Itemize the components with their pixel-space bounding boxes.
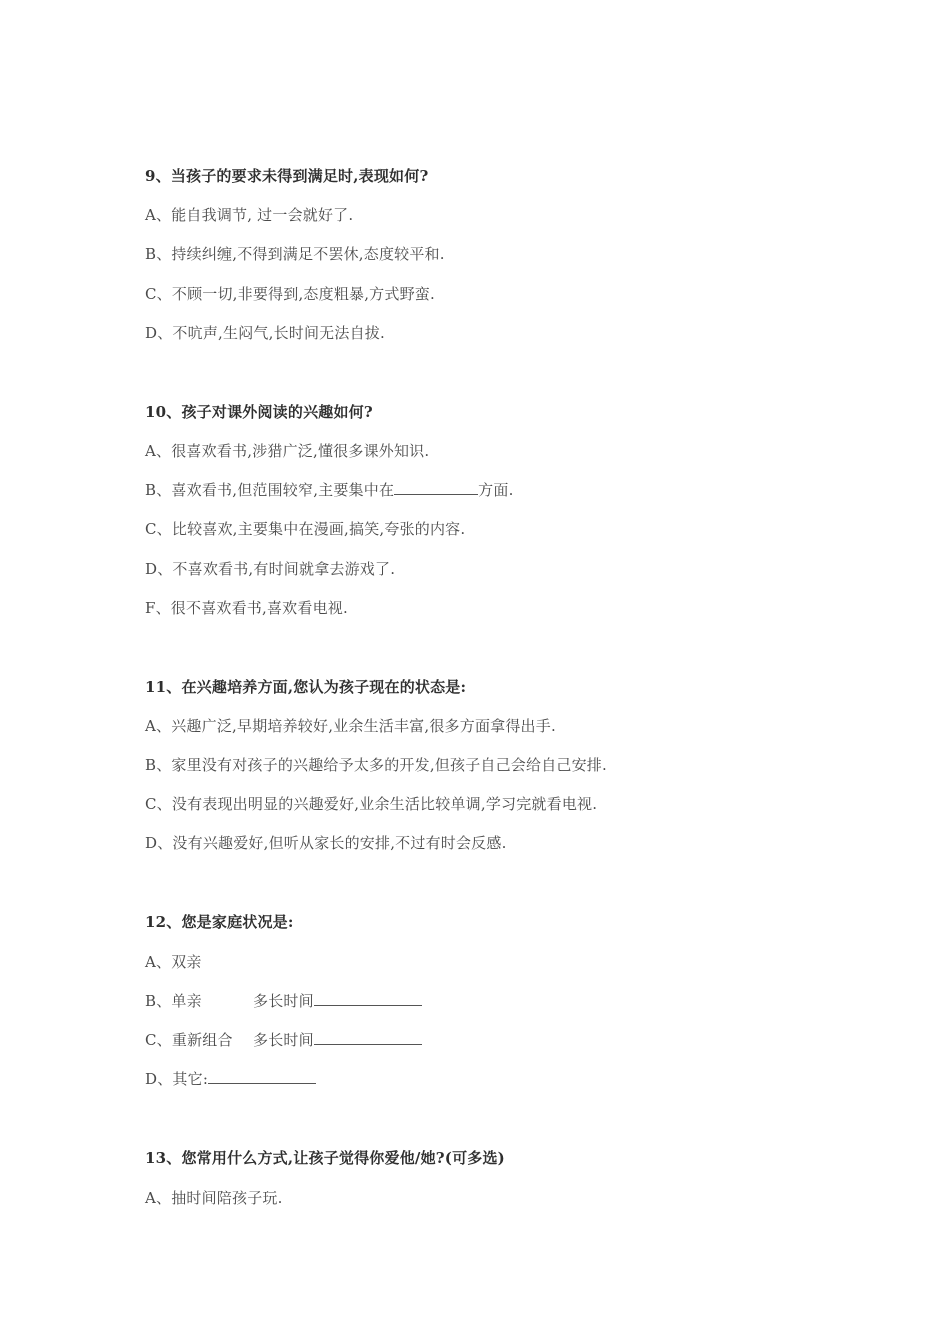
question-11-option-a: A、兴趣广泛,早期培养较好,业余生活丰富,很多方面拿得出手. (145, 717, 556, 735)
duration-blank[interactable] (314, 1030, 422, 1045)
question-9-option-b: B、持续纠缠,不得到满足不罢休,态度较平和. (145, 245, 445, 263)
question-10-title: 10、孩子对课外阅读的兴趣如何? (145, 403, 373, 421)
question-12-title: 12、您是家庭状况是: (145, 913, 294, 931)
question-9-option-d: D、不吭声,生闷气,长时间无法自拔. (145, 324, 385, 342)
question-12-option-d-label: D、其它: (145, 1070, 209, 1088)
question-9-title: 9、当孩子的要求未得到满足时,表现如何? (145, 167, 429, 185)
other-blank[interactable] (208, 1069, 316, 1084)
question-10-option-d: D、不喜欢看书,有时间就拿去游戏了. (145, 560, 396, 578)
question-10-option-c: C、比较喜欢,主要集中在漫画,搞笑,夸张的内容. (145, 520, 466, 538)
question-11-option-b: B、家里没有对孩子的兴趣给予太多的开发,但孩子自己会给自己安排. (145, 756, 607, 774)
question-10-option-b-text: B、喜欢看书,但范围较窄,主要集中在 (145, 481, 395, 499)
question-11-option-d: D、没有兴趣爱好,但听从家长的安排,不过有时会反感. (145, 834, 507, 852)
question-12-option-a: A、双亲 (145, 953, 202, 971)
question-11-option-c: C、没有表现出明显的兴趣爱好,业余生活比较单调,学习完就看电视. (145, 795, 598, 813)
question-12-option-b (145, 991, 422, 1011)
question-13-title: 13、您常用什么方式,让孩子觉得你爱他/她?(可多选) (145, 1149, 505, 1167)
question-9-option-a: A、能自我调节, 过一会就好了. (145, 206, 354, 224)
fill-in-blank[interactable] (394, 480, 478, 495)
question-12-option-c-duration-label: 多长时间 (253, 1031, 314, 1049)
question-10-option-b-suffix: 方面. (478, 481, 514, 499)
question-11-title: 11、在兴趣培养方面,您认为孩子现在的状态是: (145, 678, 467, 696)
question-12-option-c (145, 1030, 422, 1050)
question-9-option-c: C、不顾一切,非要得到,态度粗暴,方式野蛮. (145, 285, 435, 303)
duration-blank[interactable] (314, 991, 422, 1006)
question-12-option-d (145, 1069, 316, 1089)
question-12-option-b-label: B、单亲 (145, 992, 202, 1010)
question-12-option-b-duration-label: 多长时间 (253, 992, 314, 1010)
question-10-option-a: A、很喜欢看书,涉猎广泛,懂很多课外知识. (145, 442, 430, 460)
question-10-option-b (145, 480, 514, 500)
question-10-option-f: F、很不喜欢看书,喜欢看电视. (145, 599, 348, 617)
question-12-option-c-label: C、重新组合 (145, 1031, 233, 1049)
question-13-option-a: A、抽时间陪孩子玩. (145, 1189, 283, 1207)
